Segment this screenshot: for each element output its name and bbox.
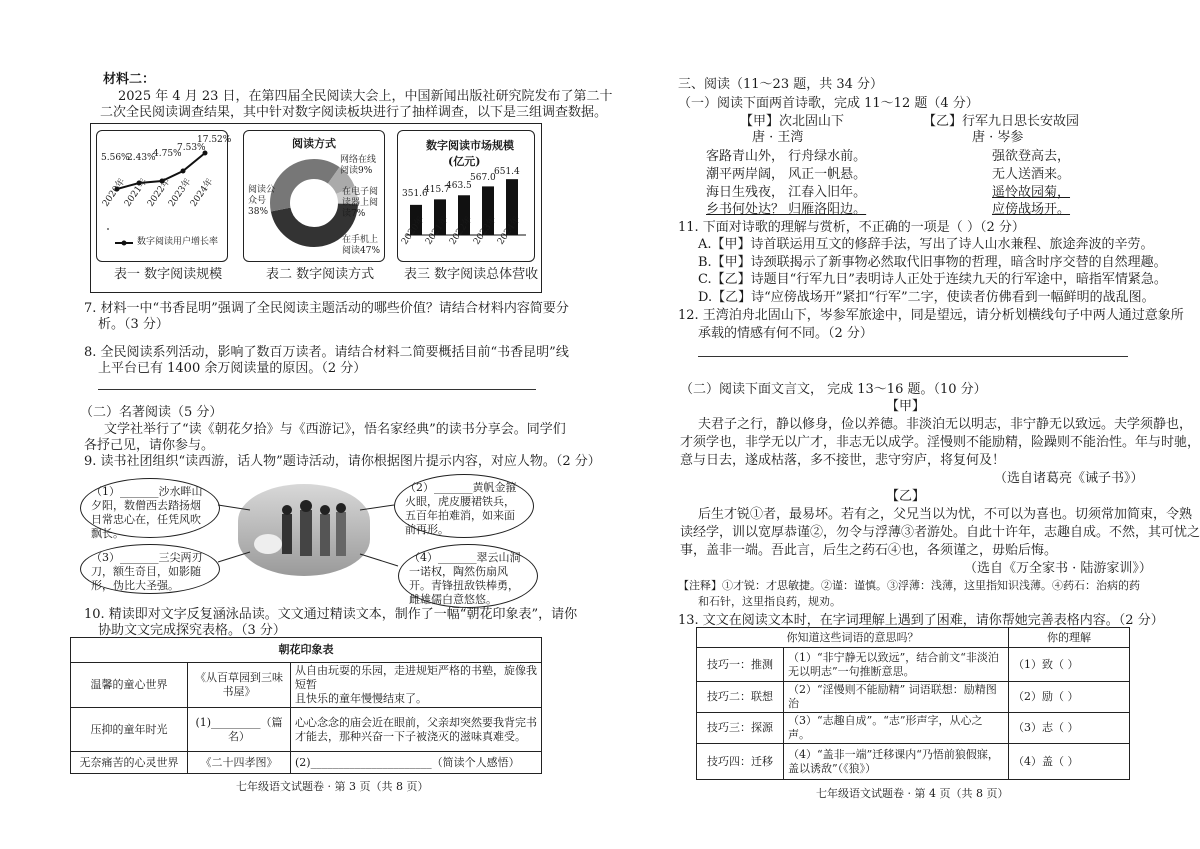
chart1-year-2022: 2022年 xyxy=(146,176,173,209)
question-10-line2: 协助文文完成探究表格。（3 分） xyxy=(98,623,286,638)
chart1-legend: 数字阅读用户增长率 xyxy=(137,237,219,247)
text-jia-line1: 夫君子之行，静以修身，俭以养德。非淡泊无以明志，非宁静无以致远。夫学须静也， xyxy=(698,417,1193,432)
question-13: 13. 文文在阅读文本时，在字词理解上遇到了困难，请你帮她完善表格内容。（2 分） xyxy=(678,613,1164,628)
footer-page-3: 七年级语文试题卷 · 第 3 页（共 8 页） xyxy=(236,780,429,793)
chart3-value-2020: 351.6 xyxy=(402,189,428,199)
bubble-connectors xyxy=(0,470,560,610)
section-3-heading: 三、阅读（11～23 题，共 34 分） xyxy=(678,77,884,92)
text-yi-heading: 【乙】 xyxy=(886,489,926,504)
chart1-label-2021: 2.43% xyxy=(127,153,156,163)
vocab-header-answer: 你的理解 xyxy=(1009,628,1130,648)
poem-1-author: 唐 · 王湾 xyxy=(752,130,804,145)
chart2-label-phone: 在手机上阅读47% xyxy=(342,235,381,256)
chart3-caption: 表三 数字阅读总体营收 xyxy=(404,267,539,282)
chart3-year-2024: 2024年 xyxy=(496,214,523,247)
question-8-line1: 8. 全民阅读系列活动，影响了数百万读者。请结合材料二简要概括目前“书香昆明”线 xyxy=(84,345,569,360)
chart1-label-2022: 4.75% xyxy=(153,149,182,159)
vocab-r1-desc: （1）“非宁静无以致远”，结合前文“非淡泊无以明志”一句推断意思。 xyxy=(784,648,1009,682)
answer-line-8[interactable] xyxy=(98,389,536,390)
chart3-title: 数字阅读市场规模 xyxy=(426,139,514,152)
vocab-r2-answer[interactable]: （2）励（ ） xyxy=(1009,682,1130,713)
question-11-option-b[interactable]: B.【甲】诗颈联揭示了新事物必然取代旧事物的哲理，暗含时序交替的自然理趣。 xyxy=(698,255,1167,270)
vocab-r1-answer[interactable]: （1）致（ ） xyxy=(1009,648,1130,682)
material-2-title: 材料二： xyxy=(103,72,156,87)
text-yi-line2: 读经学，训以宽厚恭谨②，勿令与浮薄③者游处。自此十许年，志趣自成。不然，其可忧之 xyxy=(680,525,1200,540)
chart3-year-2022: 2022年 xyxy=(448,214,475,247)
table-r3-title: 《二十四孝图》 xyxy=(188,752,291,774)
chart2-label-wechat: 阅读公众号38% xyxy=(248,185,276,217)
chart3-value-2024: 651.4 xyxy=(494,167,520,177)
chart3-year-2021: 2021年 xyxy=(424,214,451,247)
chart2-label-ereader: 在电子阅读器上阅读7% xyxy=(342,187,379,219)
text-yi-line3: 事，盖非一端。吾此言，后生之药石④也，各须谨之，毋贻后悔。 xyxy=(680,543,1058,558)
material-2-line1: 2025 年 4 月 23 日，在第四届全民阅读大会上，中国新闻出版社研究院发布了第二十 xyxy=(118,89,613,104)
chart1-caption: 表一 数字阅读规模 xyxy=(114,267,223,282)
chart1-label-2024: 17.52% xyxy=(197,135,232,145)
bubble-1: （1）_______沙水畔山夕阳，数僧西去踏扬烟日常忠心在，任凭风吹飘长。 xyxy=(80,478,220,538)
vocab-r3-answer[interactable]: （3）志（ ） xyxy=(1009,713,1130,744)
vocab-r4-desc: （4）“盖非一端”迁移课内“乃悟前狼假寐，盖以诱敌”（《狼》） xyxy=(784,744,1009,780)
chart1-panel xyxy=(96,130,232,262)
section-3-1-heading: （一）阅读下面两首诗歌，完成 11～12 题（4 分） xyxy=(678,96,979,111)
question-11-option-c[interactable]: C.【乙】诗题目“行军九日”表明诗人正处于连续九天的行军途中，暗指军情紧急。 xyxy=(698,272,1167,287)
section-2-heading: （二）名著阅读（5 分） xyxy=(80,405,223,420)
poem-2-line3: 遥怜故园菊， xyxy=(992,185,1071,200)
bubble-3: （3）_______三尖两刃刀，额生奇目，如影随形，伪比大圣强。 xyxy=(80,544,220,594)
chart1-label-2020: 5.56% xyxy=(101,153,130,163)
footer-page-4: 七年级语文试题卷 · 第 4 页（共 8 页） xyxy=(816,787,1009,800)
question-11-option-a[interactable]: A.【甲】诗首联运用互文的修辞手法，写出了诗人山水兼程、旅途奔波的辛劳。 xyxy=(698,237,1154,252)
question-12-line2: 承载的情感有何不同。（2 分） xyxy=(698,326,873,341)
vocab-table xyxy=(696,627,1130,780)
vocab-r4-answer[interactable]: （4）盖（ ） xyxy=(1009,744,1130,780)
vocab-r3-desc: （3）“志趣自成”。“志”形声字，从心之声。 xyxy=(784,713,1009,744)
question-7-line1: 7. 材料一中“书香昆明”强调了全民阅读主题活动的哪些价值？请结合材料内容简要分 xyxy=(84,301,569,316)
page-4 xyxy=(640,0,1200,849)
table-r1-desc: 从自由玩耍的乐园，走进规矩严格的书塾，旋像我短暂 且快乐的童年慢慢结束了。 xyxy=(291,663,542,708)
question-10-line1: 10. 精读即对文字反复涵泳品读。文文通过精读文本，制作了一幅“朝花印象表”，请你 xyxy=(84,607,578,622)
chart2-caption: 表二 数字阅读方式 xyxy=(266,267,375,282)
vocab-r2-skill: 技巧二：联想 xyxy=(697,682,784,713)
answer-line-12[interactable] xyxy=(698,356,1128,357)
vocab-r4-skill: 技巧四：迁移 xyxy=(697,744,784,780)
zhaohua-table xyxy=(70,637,542,774)
question-9: 9. 读书社团组织“读西游，话人物”题诗活动，请你根据图片提示内容，对应人物。（2 分） xyxy=(84,454,601,469)
vocab-header-question: 你知道这些词语的意思吗？ xyxy=(697,628,1009,648)
text-jia-line2: 才须学也，非学无以广才，非志无以成学。淫慢则不能励精，险躁则不能治性。年与时驰， xyxy=(680,435,1200,450)
bubble-4: （4）_______翠云山洞一诺权，陶然伤扇风开。青锋扭敌铁棒勇，雌雄儒白意悠悠。 xyxy=(398,544,538,608)
chart1-year-2024: 2024年 xyxy=(189,176,216,209)
chart1-label-2023: 7.53% xyxy=(177,143,206,153)
table-r3-theme: 无奈痛苦的心灵世界 xyxy=(71,752,188,774)
poem-1-line1: 客路青山外， 行舟绿水前。 xyxy=(706,149,867,164)
zhaohua-table-title: 朝花印象表 xyxy=(71,638,542,663)
vocab-r1-skill: 技巧一：推测 xyxy=(697,648,784,682)
poem-2-author: 唐 · 岑参 xyxy=(972,130,1024,145)
poem-1-line3: 海日生残夜， 江春入旧年。 xyxy=(706,185,867,200)
question-12-line1: 12. 王湾泊舟北固山下，岑参军旅途中，同是望远，请分析划横线句子中两人通过意象所 xyxy=(678,308,1184,323)
table-r2-theme: 压抑的童年时光 xyxy=(71,708,188,752)
chart3-unit: (亿元) xyxy=(448,155,481,168)
text-jia-heading: 【甲】 xyxy=(886,399,926,414)
chart3-value-2023: 567.0 xyxy=(470,173,496,183)
question-7-line2: 析。（3 分） xyxy=(98,317,169,332)
chart1-year-2020: 2020年 xyxy=(101,176,128,209)
chart1-year-2023: 2023年 xyxy=(167,176,194,209)
poem-2-line1: 强欲登高去， xyxy=(992,149,1071,164)
chart3-year-2023: 2023年 xyxy=(472,214,499,247)
table-r1-theme: 温馨的童心世界 xyxy=(71,663,188,708)
chart3-year-2020: 2020年 xyxy=(400,214,427,247)
section-3-2-heading: （二）阅读下面文言文， 完成 13～16 题。（10 分） xyxy=(680,382,987,397)
annotation-line1: 【注释】①才锐：才思敏捷。②谨：谨慎。③浮薄：浅薄，这里指知识浅薄。④药石：治病的药 xyxy=(678,579,1140,592)
chart2-label-online: 网络在线阅读9% xyxy=(340,155,377,176)
question-11: 11. 下面对诗歌的理解与赏析，不正确的一项是（ ）（2 分） xyxy=(678,220,1025,235)
text-yi-line1: 后生才锐①者，最易坏。若有之，父兄当以为忧，不可以为喜也。切须常加简束，令熟 xyxy=(698,507,1193,522)
poem-1-title: 【甲】次北固山下 xyxy=(740,114,845,129)
section-2-intro1: 文学社举行了“读《朝花夕拾》与《西游记》，悟名家经典”的读书分享会。同学们 xyxy=(104,422,566,437)
chart3-panel xyxy=(397,130,535,262)
chart3-value-2022: 463.5 xyxy=(446,181,472,191)
poem-2-title: 【乙】行军九日思长安故园 xyxy=(923,114,1080,129)
chart1-year-2021: 2021年 xyxy=(123,176,150,209)
chart2-panel xyxy=(243,130,385,262)
chart3-value-2021: 415.7 xyxy=(424,185,450,195)
poem-2-line2: 无人送酒来。 xyxy=(992,167,1071,182)
annotation-line2: 和石针，这里指良药，规劝。 xyxy=(698,595,841,608)
question-8-line2: 上平台已有 1400 余万阅读量的原因。（2 分） xyxy=(98,361,367,376)
table-r2-desc: 心心念念的庙会近在眼前，父亲却突然要我背完书 才能去，那种兴奋一下子被浇灭的滋味真难受。 xyxy=(291,708,542,752)
poem-1-line2: 潮平两岸阔， 风正一帆悬。 xyxy=(706,167,867,182)
table-r3-blank[interactable]: (2)______________________（简读个人感悟） xyxy=(291,752,542,774)
text-jia-source: （选自诸葛亮《诫子书》） xyxy=(994,471,1144,486)
bubble-2: （2）_______黄帆金箍火眼，虎皮腰裙铁兵，五百年拍难消，如来面前再形。 xyxy=(394,474,534,538)
section-2-intro2: 各抒己见，请你参与。 xyxy=(84,438,215,453)
table-r2-title-blank[interactable]: (1)_________（篇名） xyxy=(188,708,291,752)
vocab-r2-desc: （2）“淫慢则不能励精” 词语联想：励精图治 xyxy=(784,682,1009,713)
poem-1-line4: 乡书何处达？ 归雁洛阳边。 xyxy=(706,202,867,217)
text-yi-source: （选自《万全家书 · 陆游家训》） xyxy=(964,561,1152,576)
chart2-title: 阅读方式 xyxy=(292,137,336,150)
table-r1-title: 《从百草园到三味书屋》 xyxy=(188,663,291,708)
poem-2-line4: 应傍战场开。 xyxy=(992,202,1071,217)
question-11-option-d[interactable]: D.【乙】诗“应傍战场开”紧扣“行军”二字，使读者仿佛看到一幅鲜明的战乱图。 xyxy=(698,290,1155,305)
chart1-point-2023 xyxy=(181,169,186,174)
material-2-line2: 二次全民阅读调查结果，其中针对数字阅读板块进行了抽样调查，以下是三组调查数据。 xyxy=(100,105,608,120)
vocab-r3-skill: 技巧三：探源 xyxy=(697,713,784,744)
text-jia-line3: 意与日去，遂成枯落，多不接世，悲守穷庐，将复何及！ xyxy=(680,453,1006,468)
